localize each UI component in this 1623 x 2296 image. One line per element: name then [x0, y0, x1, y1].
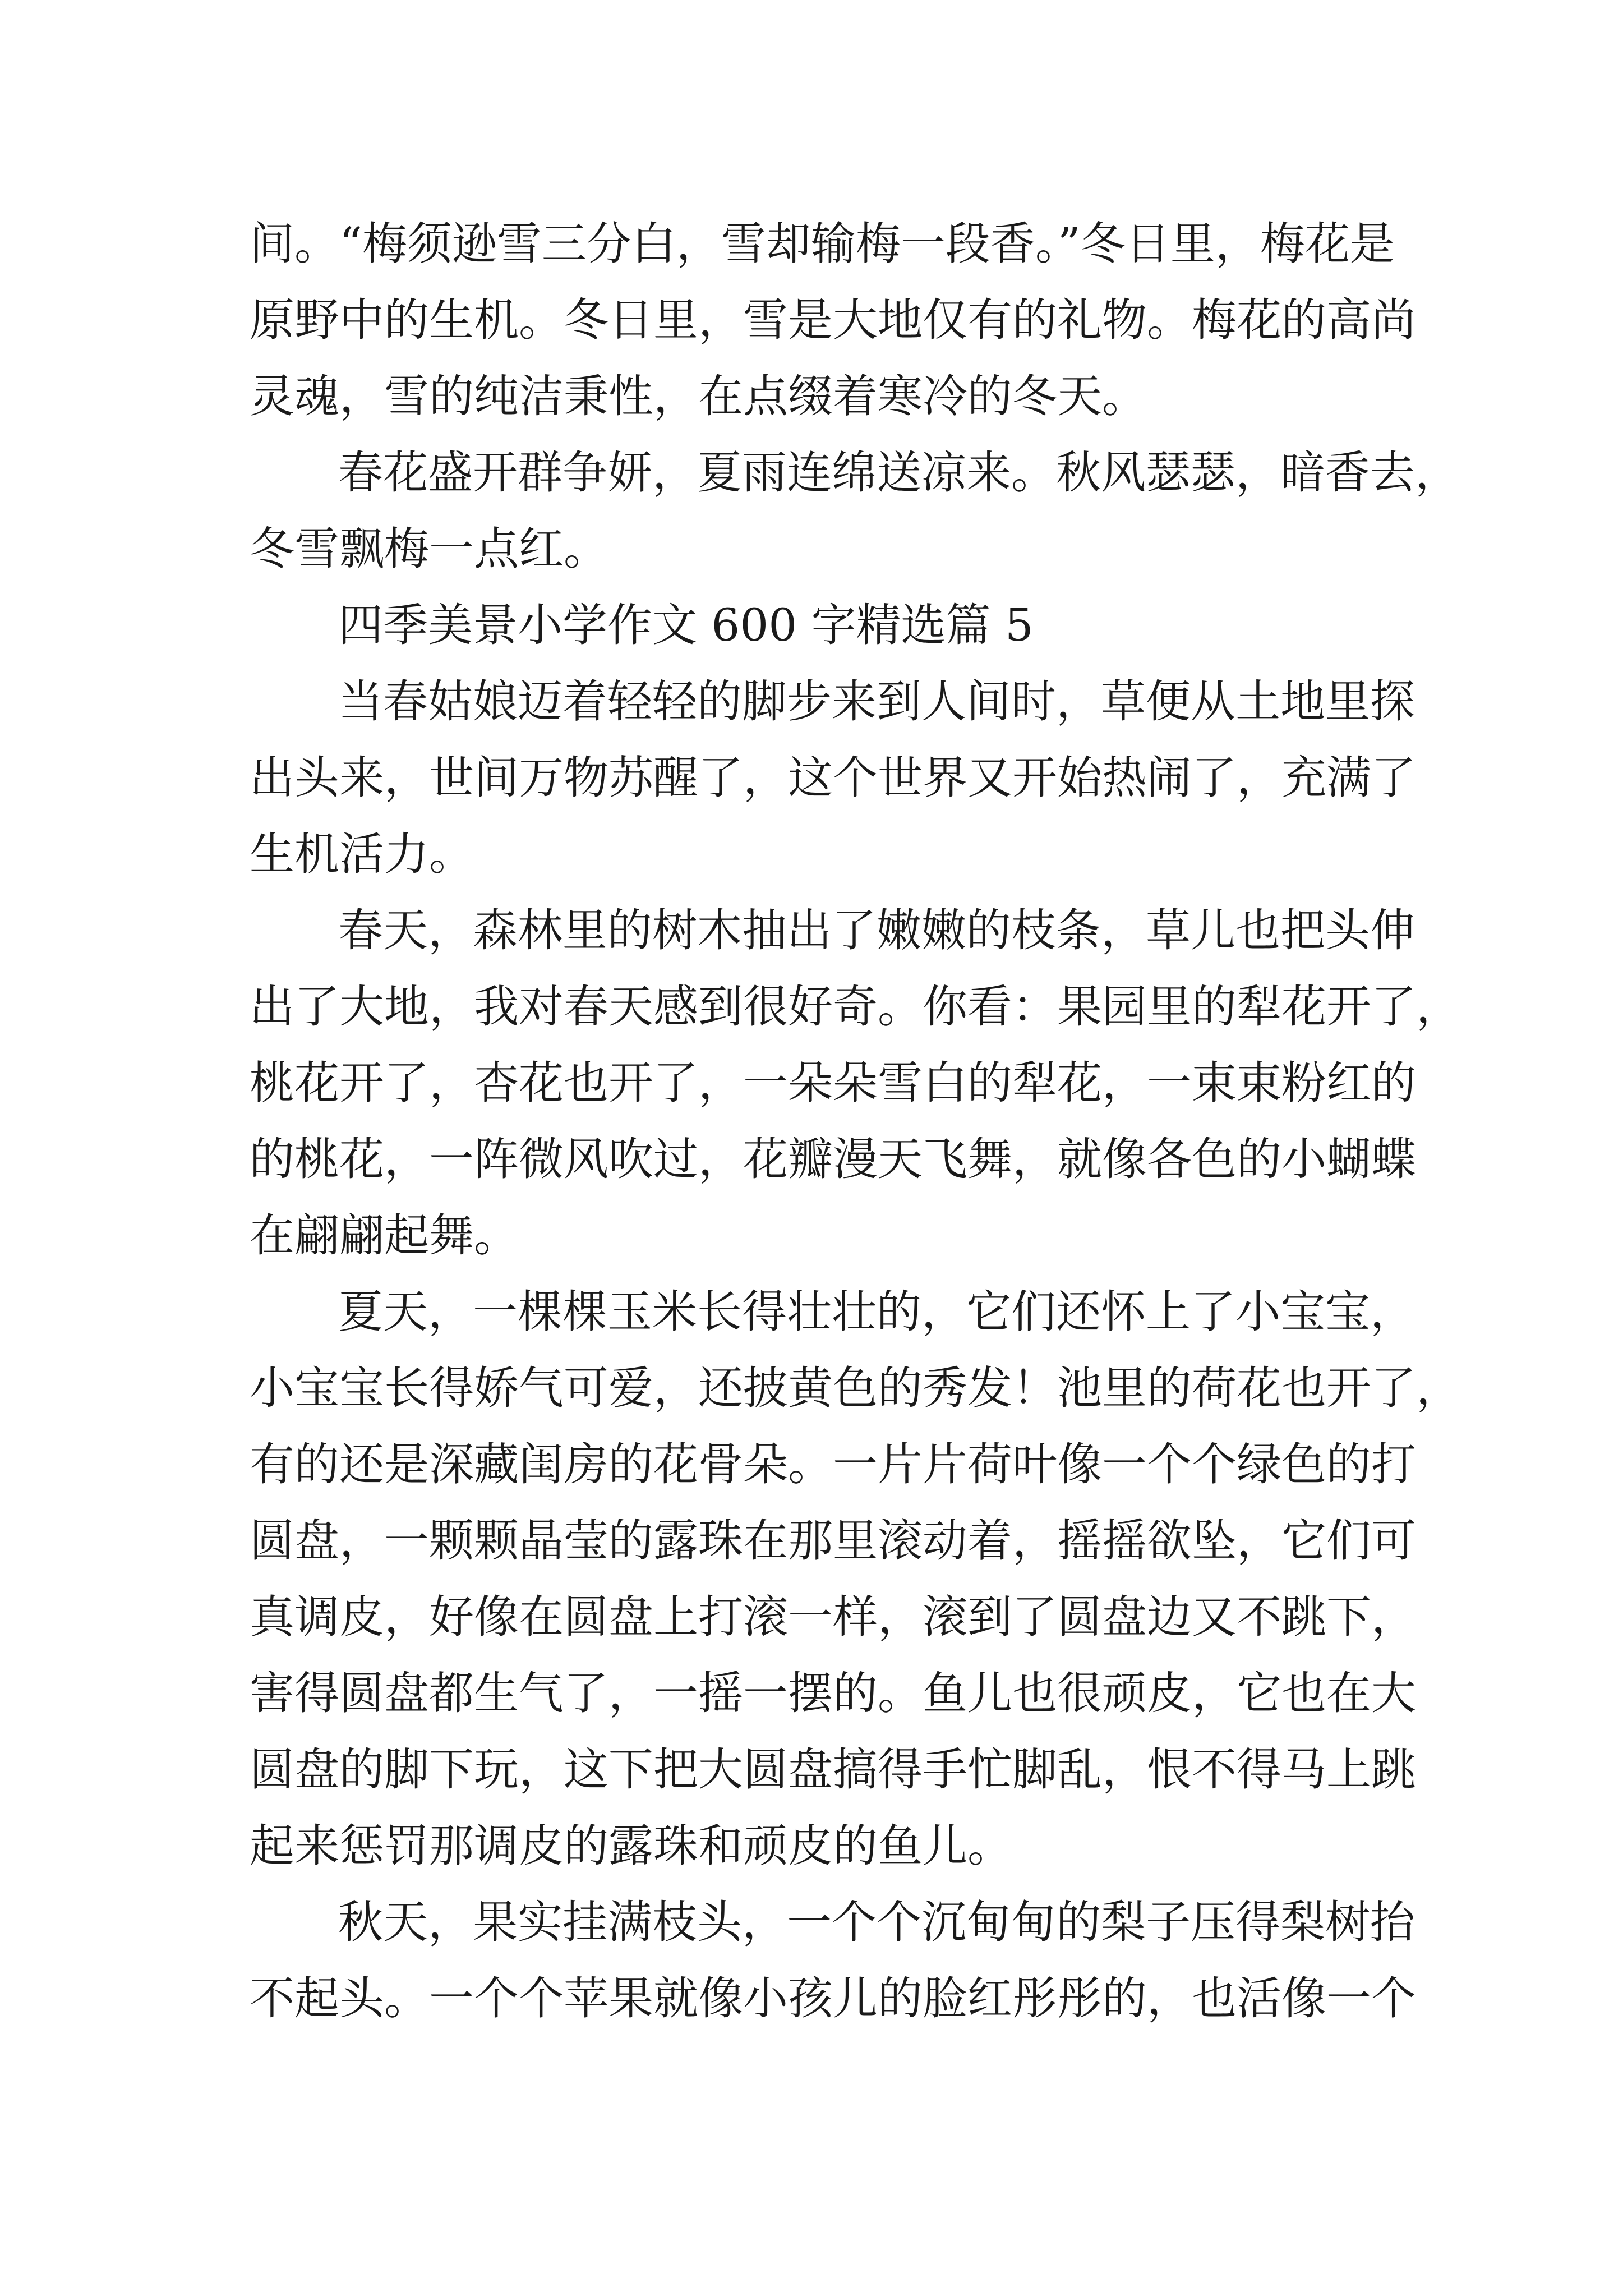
paragraph-start-line: 春天，森林里的树木抽出了嫩嫩的枝条，草儿也把头伸	[338, 904, 1415, 956]
paragraph-start-line: 当春姑娘迈着轻轻的脚步来到人间时，草便从土地里探	[338, 675, 1415, 728]
paragraph-start-line: 春花盛开群争妍，夏雨连绵送凉来。秋风瑟瑟，暗香去，	[338, 447, 1460, 499]
text-line: 灵魂，雪的纯洁秉性，在点缀着寒冷的冬天。	[250, 370, 1147, 422]
text-line: 出头来，世间万物苏醒了，这个世界又开始热闹了，充满了	[250, 752, 1416, 804]
section-heading: 四季美景小学作文 600 字精选篇 5	[338, 599, 1034, 651]
text-line: 冬雪飘梅一点红。	[250, 523, 608, 575]
paragraph-start-line: 秋天，果实挂满枝头，一个个沉甸甸的梨子压得梨树抬	[338, 1896, 1415, 1948]
text-line: 出了大地，我对春天感到很好奇。你看：果园里的犁花开了，	[250, 981, 1461, 1033]
text-line: 间。“梅须逊雪三分白，雪却输梅一段香。”冬日里，梅花是	[250, 218, 1395, 270]
text-line: 圆盘的脚下玩，这下把大圆盘搞得手忙脚乱，恨不得马上跳	[250, 1743, 1416, 1796]
text-line: 小宝宝长得娇气可爱，还披黄色的秀发！池里的荷花也开了，	[250, 1362, 1461, 1414]
paragraph-start-line: 夏天，一棵棵玉米长得壮壮的，它们还怀上了小宝宝，	[338, 1286, 1415, 1338]
text-line: 有的还是深藏闺房的花骨朵。一片片荷叶像一个个绿色的打	[250, 1438, 1416, 1490]
text-line: 不起头。一个个苹果就像小孩儿的脸红彤彤的，也活像一个	[250, 1972, 1416, 2024]
text-line: 起来惩罚那调皮的露珠和顽皮的鱼儿。	[250, 1820, 1012, 1872]
text-line: 的桃花，一阵微风吹过，花瓣漫天飞舞，就像各色的小蝴蝶	[250, 1133, 1416, 1185]
text-line: 害得圆盘都生气了，一摇一摆的。鱼儿也很顽皮，它也在大	[250, 1667, 1416, 1719]
text-line: 桃花开了，杏花也开了，一朵朵雪白的犁花，一束束粉红的	[250, 1057, 1416, 1109]
text-line: 在翩翩起舞。	[250, 1209, 519, 1262]
text-line: 原野中的生机。冬日里，雪是大地仅有的礼物。梅花的高尚	[250, 294, 1416, 346]
text-line: 真调皮，好像在圆盘上打滚一样，滚到了圆盘边又不跳下，	[250, 1591, 1416, 1643]
text-line: 圆盘，一颗颗晶莹的露珠在那里滚动着，摇摇欲坠，它们可	[250, 1515, 1416, 1567]
text-line: 生机活力。	[250, 828, 474, 880]
